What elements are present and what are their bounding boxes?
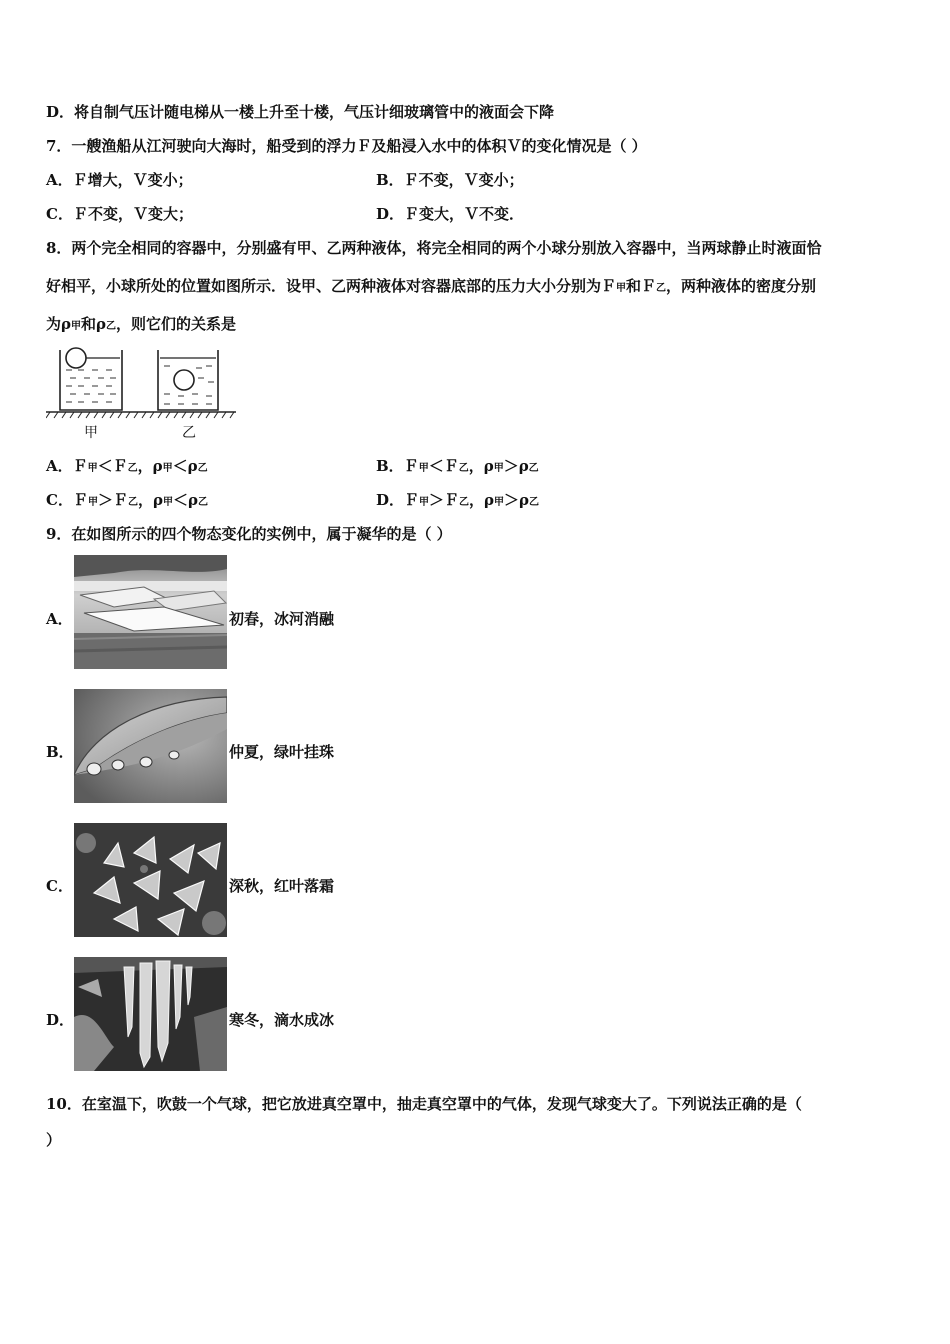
subscript-yi: 乙 <box>459 497 470 508</box>
subscript-jia: 甲 <box>494 497 505 508</box>
subscript-jia: 甲 <box>87 463 98 474</box>
q8-stem-text: 和Ｆ <box>626 277 657 295</box>
photo-leaf-droplets <box>74 689 227 803</box>
q9-stem: 9．在如图所示的四个物态变化的实例中，属于凝华的是（ ） <box>46 525 452 543</box>
q8-option-a <box>46 456 208 479</box>
q8-option-d <box>376 490 539 513</box>
subscript-jia: 甲 <box>616 283 627 294</box>
q9-option-a-caption: 初春，冰河消融 <box>229 610 335 628</box>
option-text: C．Ｆ <box>46 491 88 509</box>
subscript-jia: 甲 <box>70 321 81 332</box>
option-text: A．Ｆ <box>46 457 88 475</box>
option-text: ＜ρ <box>172 491 198 509</box>
option-text: ＜ρ <box>172 457 198 475</box>
subscript-yi: 乙 <box>656 283 667 294</box>
q7-option-c: C．Ｆ不变，Ｖ变大； <box>46 205 193 223</box>
q9-option-a-letter: A． <box>46 610 73 628</box>
option-text: ＞ρ <box>504 491 529 509</box>
q8-stem-line3 <box>46 314 236 337</box>
subscript-jia: 甲 <box>419 497 430 508</box>
photo-ice-river <box>74 555 227 669</box>
q10-stem-line2: ） <box>46 1131 62 1149</box>
option-text: D．Ｆ <box>376 491 420 509</box>
subscript-yi: 乙 <box>105 321 116 332</box>
photo-icicles <box>74 957 227 1071</box>
option-text: ＜Ｆ <box>97 457 128 475</box>
q9-option-d-letter: D． <box>46 1011 75 1029</box>
subscript-yi: 乙 <box>127 463 138 474</box>
q8-stem-text: ，两种液体的密度分别 <box>666 277 817 295</box>
q8-option-c <box>46 490 208 513</box>
subscript-jia: 甲 <box>87 497 98 508</box>
q9-option-b-letter: B． <box>46 743 74 761</box>
containers-diagram <box>46 346 241 442</box>
photo-frosted-leaves <box>74 823 227 937</box>
subscript-jia: 甲 <box>493 463 504 474</box>
q8-stem-text: ，则它们的关系是 <box>115 315 236 333</box>
option-text: ，ρ <box>469 491 495 509</box>
subscript-jia: 甲 <box>162 497 173 508</box>
q6-option-d: D．将自制气压计随电梯从一楼上升至十楼，气压计细玻璃管中的液面会下降 <box>46 103 555 121</box>
figure-label-yi: 乙 <box>182 425 196 441</box>
figure-label-jia: 甲 <box>84 425 98 441</box>
subscript-jia: 甲 <box>162 463 173 474</box>
q9-option-c-caption: 深秋，红叶落霜 <box>229 877 335 895</box>
option-text: ＜Ｆ <box>428 457 459 475</box>
q9-option-b-caption: 仲夏，绿叶挂珠 <box>229 743 335 761</box>
q8-stem-text: 好相平，小球所处的位置如图所示．设甲、乙两种液体对容器底部的压力大小分别为Ｆ <box>46 277 617 295</box>
q8-stem-line1: 8．两个完全相同的容器中，分别盛有甲、乙两种液体，将完全相同的两个小球分别放入容器中，当两球静止时液面恰 <box>46 239 822 257</box>
option-text: ＞ρ <box>503 457 529 475</box>
q8-stem-line2 <box>46 276 816 299</box>
q8-stem-text: 和ρ <box>80 315 106 333</box>
q8-option-b <box>376 456 539 479</box>
option-text: ，ρ <box>137 491 163 509</box>
subscript-yi: 乙 <box>458 463 469 474</box>
option-text: ，ρ <box>137 457 163 475</box>
option-text: ，ρ <box>468 457 494 475</box>
q9-option-c-letter: C． <box>46 877 73 895</box>
q7-option-a: A．Ｆ增大，Ｖ变小； <box>46 171 193 189</box>
q7-stem: 7．一艘渔船从江河驶向大海时，船受到的浮力Ｆ及船浸入水中的体积Ｖ的变化情况是（ ） <box>46 137 647 155</box>
q7-option-d: D．Ｆ变大，Ｖ不变． <box>376 205 525 223</box>
q8-containers-figure <box>46 346 241 442</box>
q8-stem-text: 为ρ <box>46 315 71 333</box>
subscript-yi: 乙 <box>529 497 539 508</box>
option-text: ＞Ｆ <box>429 491 460 509</box>
option-text: ＞Ｆ <box>97 491 128 509</box>
subscript-yi: 乙 <box>127 497 138 508</box>
subscript-yi: 乙 <box>197 497 208 508</box>
subscript-yi: 乙 <box>197 463 208 474</box>
q10-stem-line1: 10．在室温下，吹鼓一个气球，把它放进真空罩中，抽走真空罩中的气体，发现气球变大了。下列说法正确的是（ <box>46 1095 802 1113</box>
q7-option-b: B．Ｆ不变，Ｖ变小； <box>376 171 524 189</box>
subscript-jia: 甲 <box>418 463 429 474</box>
q9-option-d-caption: 寒冬，滴水成冰 <box>229 1011 335 1029</box>
option-text: B．Ｆ <box>376 457 419 475</box>
subscript-yi: 乙 <box>528 463 539 474</box>
